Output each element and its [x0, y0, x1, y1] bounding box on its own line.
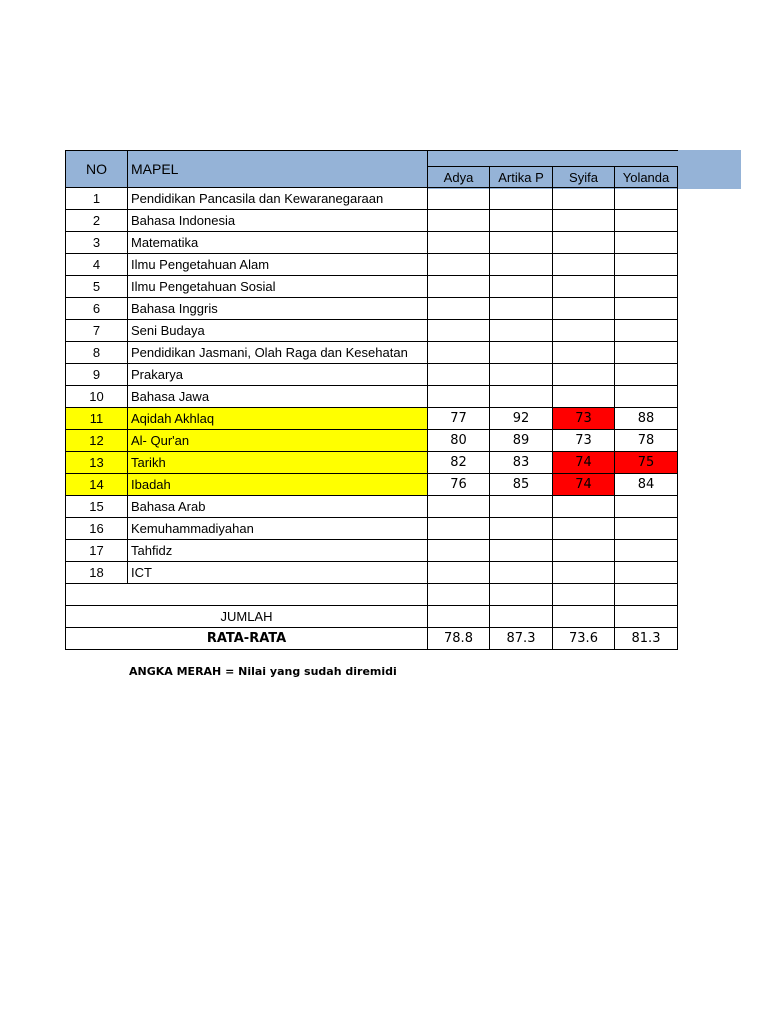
table-row-highlighted: 14 Ibadah 76 85 74 84 [66, 474, 678, 496]
score-cell: 77 [428, 408, 490, 430]
table-row: 15 Bahasa Arab [66, 496, 678, 518]
table-row: 3 Matematika [66, 232, 678, 254]
table-row-highlighted: 11 Aqidah Akhlaq 77 92 73 88 [66, 408, 678, 430]
score-cell: 73 [553, 430, 615, 452]
rata-value: 78.8 [428, 628, 490, 650]
score-cell: 85 [490, 474, 553, 496]
table-row-empty [66, 584, 678, 606]
table-row: 16 Kemuhammadiyahan [66, 518, 678, 540]
score-cell: 84 [615, 474, 678, 496]
table-row: 9 Prakarya [66, 364, 678, 386]
score-cell: 82 [428, 452, 490, 474]
table-row-highlighted: 13 Tarikh 82 83 74 75 [66, 452, 678, 474]
table-row: 18 ICT [66, 562, 678, 584]
table-row: 7 Seni Budaya [66, 320, 678, 342]
score-cell: 76 [428, 474, 490, 496]
table-row: 8 Pendidikan Jasmani, Olah Raga dan Kesehatan [66, 342, 678, 364]
score-cell-remedial: 74 [553, 474, 615, 496]
rata-value: 87.3 [490, 628, 553, 650]
rata-value: 81.3 [615, 628, 678, 650]
student-header: Yolanda [615, 167, 678, 188]
score-cell: 78 [615, 430, 678, 452]
score-cell: 92 [490, 408, 553, 430]
score-cell: 89 [490, 430, 553, 452]
student-header: Artika P [490, 167, 553, 188]
header-student-band [428, 151, 678, 167]
grades-table [65, 150, 678, 650]
score-cell-remedial: 75 [615, 452, 678, 474]
score-cell-remedial: 74 [553, 452, 615, 474]
student-header: Adya [428, 167, 490, 188]
score-cell: 83 [490, 452, 553, 474]
rata-rata-label: RATA-RATA [66, 628, 428, 650]
table-row: 17 Tahfidz [66, 540, 678, 562]
table-row-highlighted: 12 Al- Qur'an 80 89 73 78 [66, 430, 678, 452]
table-row: 1 Pendidikan Pancasila dan Kewaranegaraan [66, 188, 678, 210]
table-row: 6 Bahasa Inggris [66, 298, 678, 320]
table-row: 4 Ilmu Pengetahuan Alam [66, 254, 678, 276]
rata-value: 73.6 [553, 628, 615, 650]
table-row: 5 Ilmu Pengetahuan Sosial [66, 276, 678, 298]
score-cell: 80 [428, 430, 490, 452]
jumlah-label: JUMLAH [66, 606, 428, 628]
score-cell: 88 [615, 408, 678, 430]
header-mapel: MAPEL [128, 151, 428, 188]
header-no: NO [66, 151, 128, 188]
jumlah-row [66, 606, 678, 628]
score-cell-remedial: 73 [553, 408, 615, 430]
legend-note: ANGKA MERAH = Nilai yang sudah diremidi [129, 665, 397, 678]
student-header: Syifa [553, 167, 615, 188]
rata-rata-row [66, 628, 678, 650]
table-row: 2 Bahasa Indonesia [66, 210, 678, 232]
table-row: 10 Bahasa Jawa [66, 386, 678, 408]
